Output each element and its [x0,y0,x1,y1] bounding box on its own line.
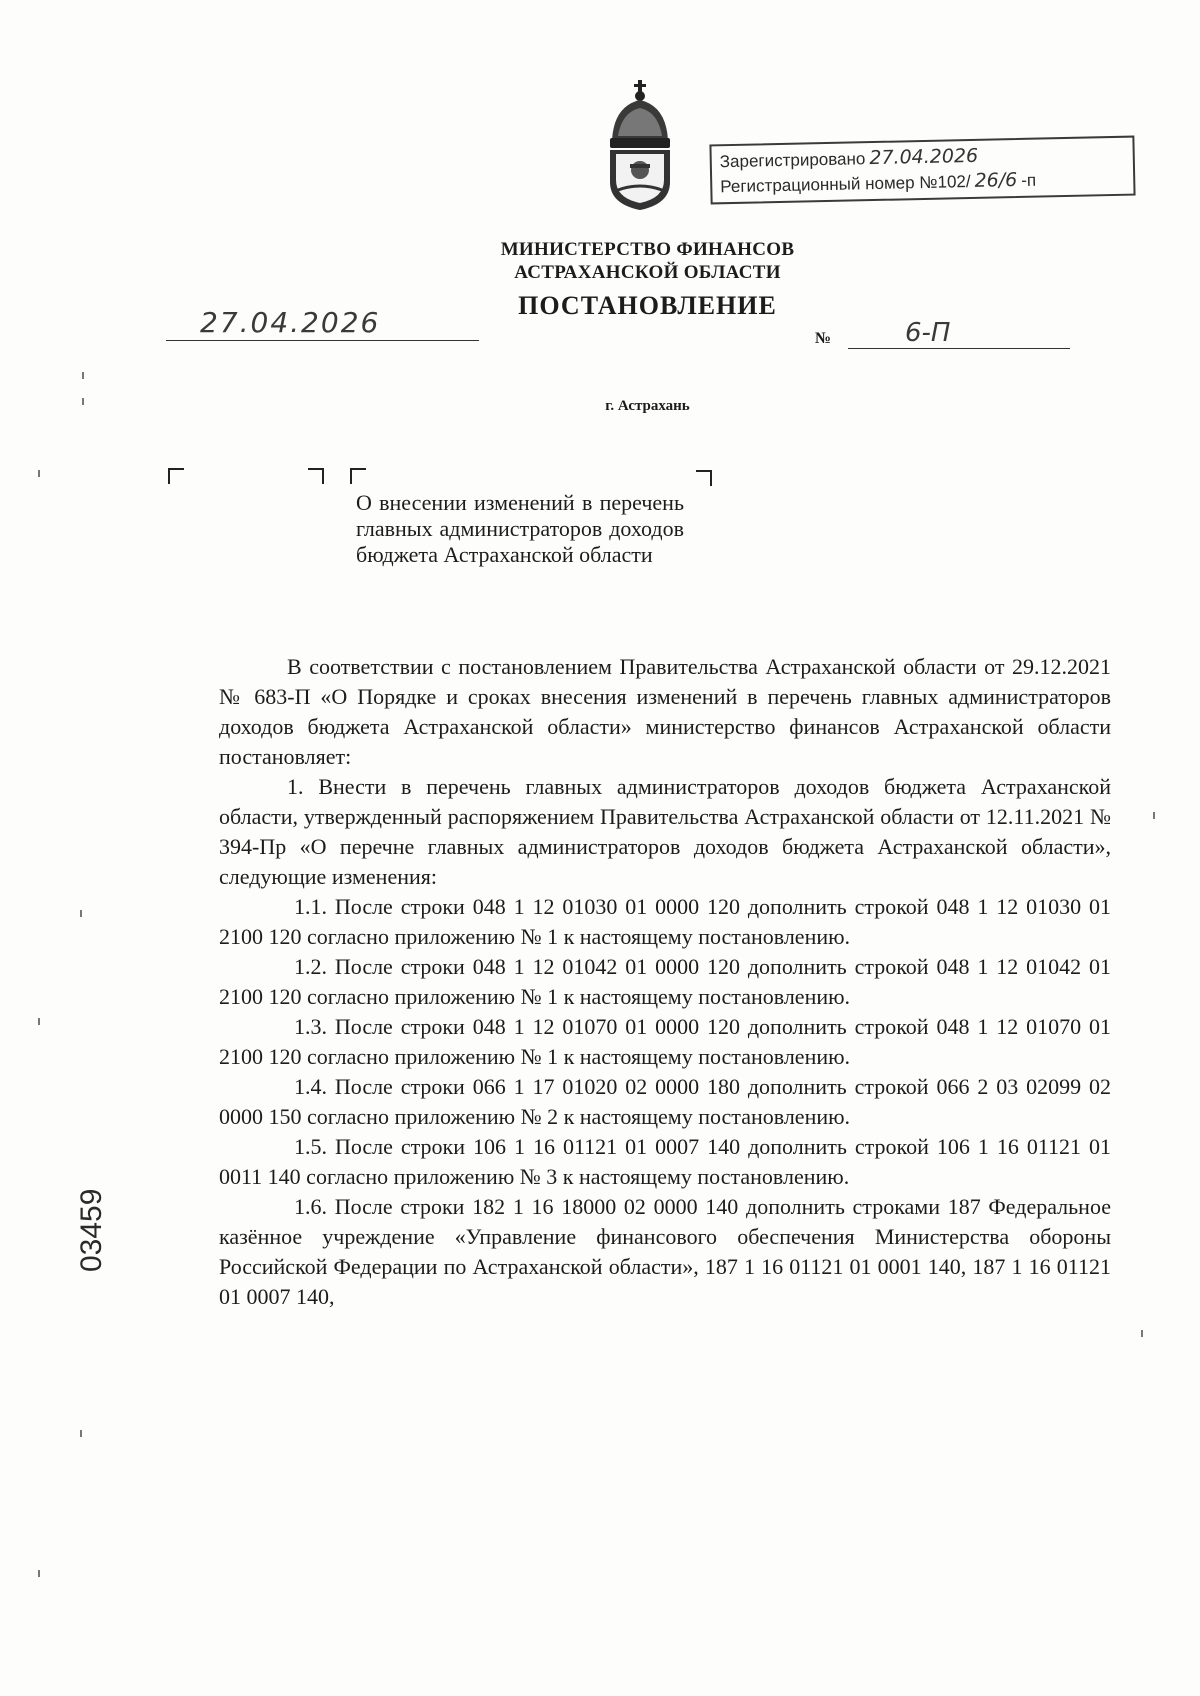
registered-date: 27.04.2026 [869,144,979,170]
intro-paragraph: В соответствии с постановлением Правительства Астраханской области от 29.12.2021 № 683-П «О Порядке и сроках внесения изменений в перечень главных администраторов доходов бюджета Астраханской области» министерство финансов Астраханской области постановляет: [219,654,1111,769]
document-date: 27.04.2026 [200,306,381,339]
margin-archive-number: 03459 [75,1188,108,1272]
item-1: 1. Внести в перечень главных администраторов доходов бюджета Астраханской области, утвержденный распоряжением Правительства Астраханской области от 12.11.2021 № 394-Пр «О перечне главных администраторов доходов бюджета Астраханской области», следующие изменения: [219,774,1111,889]
scan-speck [1141,1330,1143,1337]
ministry-name [0,238,1200,284]
subitem-1-2: 1.2. После строки 048 1 12 01042 01 0000 120 дополнить строкой 048 1 12 01042 01 2100 120 согласно приложению № 1 к настоящему постановлению. [219,954,1111,1009]
ministry-line-1: МИНИСТЕРСТВО ФИНАНСОВ [500,239,795,260]
subitem-1-1: 1.1. После строки 048 1 12 01030 01 0000 120 дополнить строкой 048 1 12 01030 01 2100 120 согласно приложению № 1 к настоящему постановлению. [219,894,1111,949]
scan-speck [82,372,84,379]
registration-stamp [709,136,1135,205]
corner-mark [696,470,712,486]
document-body [219,652,1111,1312]
corner-mark [350,468,366,484]
registered-label: Зарегистрировано [719,149,866,172]
reg-number-label: Регистрационный номер №102/ [720,171,971,197]
subitem-1-6: 1.6. После строки 182 1 16 18000 02 0000 140 дополнить строками 187 Федеральное казённое учреждение «Управление финансового обеспечения Министерства обороны Российской Федерации по Астраханской области», 187 1 16 01121 01 0001 140, 187 1 16 01121 01 0007 140, [219,1194,1111,1309]
ministry-line-2: АСТРАХАНСКОЙ ОБЛАСТИ [514,262,781,283]
document-subject: О внесении изменений в перечень главных администраторов доходов бюджета Астраханской области [356,490,684,567]
city-name: г. Астрахань [605,398,690,414]
scan-speck [1153,812,1155,819]
reg-number-value: 26/6 [974,169,1018,192]
corner-mark [308,468,324,484]
corner-mark [168,468,184,484]
subitem-1-3: 1.3. После строки 048 1 12 01070 01 0000 120 дополнить строкой 048 1 12 01070 01 2100 120 согласно приложению № 1 к настоящему постановлению. [219,1014,1111,1069]
scan-speck [38,1570,40,1577]
number-sign: № [815,330,832,347]
scan-speck [80,910,82,917]
reg-number-suffix: -п [1021,170,1037,190]
scan-speck [82,398,84,405]
document-number: 6-П [905,318,951,348]
number-underline [848,348,1070,349]
scan-speck [38,470,40,477]
scan-speck [38,1018,40,1025]
subitem-1-5: 1.5. После строки 106 1 16 01121 01 0007 140 дополнить строкой 106 1 16 01121 01 0011 140 согласно приложению № 3 к настоящему постановлению. [219,1134,1111,1189]
subitem-1-4: 1.4. После строки 066 1 17 01020 02 0000 180 дополнить строкой 066 2 03 02099 02 0000 150 согласно приложению № 2 к настоящему постановлению. [219,1074,1111,1129]
coat-of-arms-emblem [600,78,680,213]
date-underline [166,340,479,341]
scan-speck [80,1430,82,1437]
document-type: ПОСТАНОВЛЕНИЕ [518,291,777,320]
